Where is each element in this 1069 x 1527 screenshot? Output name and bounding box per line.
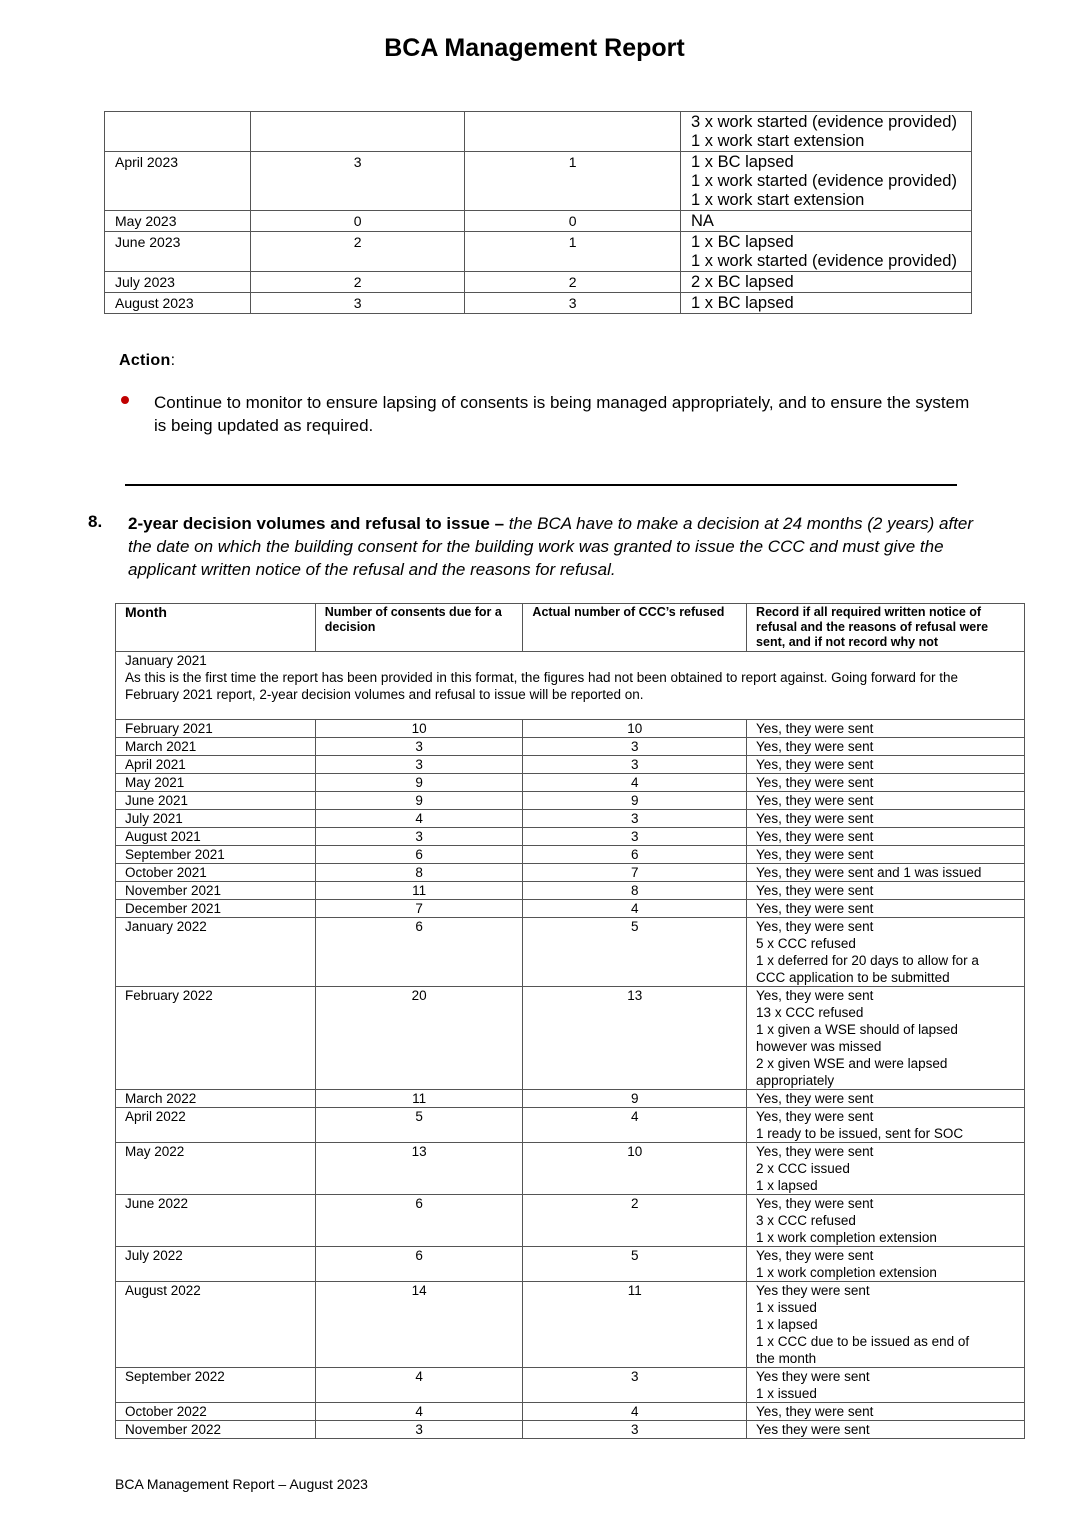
count-cell: 2 bbox=[465, 272, 681, 293]
table-row bbox=[116, 792, 1025, 810]
refused-cell: 4 bbox=[523, 900, 747, 918]
record-cell bbox=[747, 882, 1025, 900]
record-cell bbox=[747, 828, 1025, 846]
section-divider bbox=[125, 484, 957, 486]
month-cell: September 2022 bbox=[116, 1368, 316, 1403]
record-line: Yes, they were sent bbox=[756, 847, 874, 862]
table-row bbox=[116, 738, 1025, 756]
page-title: BCA Management Report bbox=[384, 34, 685, 62]
due-cell: 3 bbox=[315, 738, 523, 756]
table-row bbox=[116, 1090, 1025, 1108]
month-cell: March 2021 bbox=[116, 738, 316, 756]
record-line: 2 x CCC issued bbox=[756, 1161, 850, 1176]
due-cell: 6 bbox=[315, 846, 523, 864]
note-line: 1 x BC lapsed bbox=[690, 233, 794, 251]
month-cell: June 2023 bbox=[105, 232, 251, 272]
record-line: Yes, they were sent bbox=[756, 1196, 874, 1211]
record-line: Yes they were sent bbox=[756, 1283, 870, 1298]
refused-cell: 3 bbox=[523, 810, 747, 828]
table-row bbox=[116, 1368, 1025, 1403]
table-row bbox=[105, 112, 972, 152]
due-cell: 6 bbox=[315, 1195, 523, 1247]
count-cell: 3 bbox=[250, 293, 465, 314]
refused-cell: 3 bbox=[523, 828, 747, 846]
table-row bbox=[116, 756, 1025, 774]
note-text: As this is the first time the report has been provided in this format, the figures had not been obtained to report against. Going forward for the February 2021 report, 2-year decision volumes and refusal to issue will be reported on. bbox=[125, 670, 958, 702]
record-cell bbox=[747, 720, 1025, 738]
record-line: 1 x lapsed bbox=[756, 1317, 818, 1332]
notes-cell bbox=[680, 152, 971, 211]
record-line: 1 x given a WSE should of lapsed bbox=[756, 1022, 958, 1037]
record-cell bbox=[747, 987, 1025, 1090]
section-number: 8. bbox=[88, 512, 103, 531]
record-line: Yes, they were sent bbox=[756, 1109, 874, 1124]
count-cell: 1 bbox=[465, 152, 681, 211]
refused-cell: 7 bbox=[523, 864, 747, 882]
note-line: 1 x BC lapsed bbox=[690, 294, 794, 312]
table-row bbox=[116, 652, 1025, 720]
month-cell: October 2022 bbox=[116, 1403, 316, 1421]
month-cell: February 2022 bbox=[116, 987, 316, 1090]
record-cell bbox=[747, 756, 1025, 774]
month-cell: July 2021 bbox=[116, 810, 316, 828]
note-line: 2 x BC lapsed bbox=[690, 273, 794, 291]
refused-cell: 4 bbox=[523, 774, 747, 792]
record-line: Yes, they were sent bbox=[756, 793, 874, 808]
record-cell bbox=[747, 1247, 1025, 1282]
record-cell bbox=[747, 900, 1025, 918]
due-cell: 7 bbox=[315, 900, 523, 918]
notes-cell bbox=[680, 232, 971, 272]
refused-cell: 3 bbox=[523, 756, 747, 774]
refused-cell: 6 bbox=[523, 846, 747, 864]
table-row bbox=[105, 211, 972, 232]
due-cell: 9 bbox=[315, 792, 523, 810]
refused-cell: 3 bbox=[523, 1368, 747, 1403]
table-row bbox=[116, 900, 1025, 918]
due-cell: 4 bbox=[315, 1368, 523, 1403]
table-row bbox=[116, 1143, 1025, 1195]
due-cell: 3 bbox=[315, 828, 523, 846]
note-line: 1 x work start extension bbox=[690, 132, 865, 150]
count-cell: 1 bbox=[465, 232, 681, 272]
table-row bbox=[116, 828, 1025, 846]
record-line: Yes, they were sent bbox=[756, 988, 874, 1003]
record-cell bbox=[747, 846, 1025, 864]
table-row bbox=[105, 293, 972, 314]
month-cell: August 2023 bbox=[105, 293, 251, 314]
table-row bbox=[116, 882, 1025, 900]
count-cell: 2 bbox=[250, 272, 465, 293]
record-line: Yes, they were sent bbox=[756, 739, 874, 754]
table-row bbox=[116, 1247, 1025, 1282]
refused-cell: 4 bbox=[523, 1108, 747, 1143]
table-row bbox=[116, 864, 1025, 882]
count-cell: 3 bbox=[465, 293, 681, 314]
record-line: Yes, they were sent bbox=[756, 811, 874, 826]
due-cell: 14 bbox=[315, 1282, 523, 1368]
record-line: 1 x issued bbox=[756, 1386, 817, 1401]
due-cell: 6 bbox=[315, 918, 523, 987]
due-cell: 11 bbox=[315, 1090, 523, 1108]
month-cell: April 2022 bbox=[116, 1108, 316, 1143]
table-row bbox=[116, 918, 1025, 987]
record-line: 1 x work completion extension bbox=[756, 1230, 937, 1245]
count-cell: 3 bbox=[250, 152, 465, 211]
record-cell bbox=[747, 1368, 1025, 1403]
table-row bbox=[116, 1403, 1025, 1421]
due-cell: 10 bbox=[315, 720, 523, 738]
month-cell: April 2023 bbox=[105, 152, 251, 211]
refused-cell: 5 bbox=[523, 918, 747, 987]
note-cell bbox=[116, 652, 1025, 720]
table-row bbox=[116, 846, 1025, 864]
record-line: 1 x work completion extension bbox=[756, 1265, 937, 1280]
record-line: CCC application to be submitted bbox=[756, 970, 950, 985]
count-cell bbox=[465, 112, 681, 152]
month-cell: November 2022 bbox=[116, 1421, 316, 1439]
bullet-icon bbox=[121, 396, 129, 404]
month-cell: March 2022 bbox=[116, 1090, 316, 1108]
record-cell bbox=[747, 1195, 1025, 1247]
table-row bbox=[116, 987, 1025, 1090]
table-row bbox=[116, 774, 1025, 792]
month-cell: August 2021 bbox=[116, 828, 316, 846]
header-refused: Actual number of CCC’s refused bbox=[523, 604, 747, 652]
note-line: 1 x BC lapsed bbox=[690, 153, 794, 171]
decision-volumes-table bbox=[115, 603, 1025, 1439]
month-cell: October 2021 bbox=[116, 864, 316, 882]
record-line: 1 x issued bbox=[756, 1300, 817, 1315]
note-line: 1 x work started (evidence provided) bbox=[690, 172, 957, 190]
month-cell: June 2022 bbox=[116, 1195, 316, 1247]
month-cell: December 2021 bbox=[116, 900, 316, 918]
refused-cell: 3 bbox=[523, 1421, 747, 1439]
note-line: 3 x work started (evidence provided) bbox=[690, 113, 957, 131]
record-line: Yes, they were sent bbox=[756, 1248, 874, 1263]
month-cell: February 2021 bbox=[116, 720, 316, 738]
refused-cell: 11 bbox=[523, 1282, 747, 1368]
note-line: NA bbox=[690, 212, 714, 230]
section-heading: 2-year decision volumes and refusal to issue – the BCA have to make a decision at 24 months (2 years) after the date on which the building consent for the building work was granted to issue the CCC and must give the applicant written notice of the refusal and the reasons for refusal. bbox=[128, 514, 974, 579]
notes-cell bbox=[680, 272, 971, 293]
record-line: Yes, they were sent bbox=[756, 1091, 874, 1106]
table-row bbox=[105, 152, 972, 211]
record-cell bbox=[747, 1421, 1025, 1439]
record-line: Yes, they were sent bbox=[756, 829, 874, 844]
count-cell: 0 bbox=[465, 211, 681, 232]
due-cell: 3 bbox=[315, 1421, 523, 1439]
record-cell bbox=[747, 792, 1025, 810]
header-month: Month bbox=[116, 604, 316, 652]
record-line: Yes, they were sent bbox=[756, 775, 874, 790]
refused-cell: 9 bbox=[523, 792, 747, 810]
table-row bbox=[116, 1421, 1025, 1439]
refused-cell: 2 bbox=[523, 1195, 747, 1247]
record-line: Yes, they were sent bbox=[756, 757, 874, 772]
refused-cell: 3 bbox=[523, 738, 747, 756]
table-row bbox=[116, 1195, 1025, 1247]
record-line: 1 x lapsed bbox=[756, 1178, 818, 1193]
note-line: 1 x work start extension bbox=[690, 191, 865, 209]
table-row bbox=[116, 1282, 1025, 1368]
record-line: 2 x given WSE and were lapsed bbox=[756, 1056, 948, 1071]
table-row bbox=[116, 720, 1025, 738]
record-line: Yes, they were sent bbox=[756, 1404, 874, 1419]
table-row bbox=[116, 810, 1025, 828]
due-cell: 20 bbox=[315, 987, 523, 1090]
refused-cell: 10 bbox=[523, 1143, 747, 1195]
record-line: Yes they were sent bbox=[756, 1422, 870, 1437]
record-line: Yes, they were sent bbox=[756, 1144, 874, 1159]
month-cell: May 2023 bbox=[105, 211, 251, 232]
record-line: the month bbox=[756, 1351, 817, 1366]
month-cell: January 2022 bbox=[116, 918, 316, 987]
table-row bbox=[116, 1108, 1025, 1143]
due-cell: 5 bbox=[315, 1108, 523, 1143]
month-cell: May 2021 bbox=[116, 774, 316, 792]
notes-cell bbox=[680, 112, 971, 152]
action-label: Action: bbox=[119, 352, 176, 369]
month-cell: November 2021 bbox=[116, 882, 316, 900]
record-line: 1 x CCC due to be issued as end of bbox=[756, 1334, 970, 1349]
table-row bbox=[105, 272, 972, 293]
refused-cell: 9 bbox=[523, 1090, 747, 1108]
record-line: 3 x CCC refused bbox=[756, 1213, 856, 1228]
count-cell bbox=[250, 112, 465, 152]
due-cell: 4 bbox=[315, 810, 523, 828]
record-cell bbox=[747, 1090, 1025, 1108]
record-cell bbox=[747, 864, 1025, 882]
page-footer: BCA Management Report – August 2023 bbox=[115, 1476, 368, 1492]
due-cell: 9 bbox=[315, 774, 523, 792]
lapsed-consents-table bbox=[104, 111, 972, 314]
record-cell bbox=[747, 918, 1025, 987]
record-line: however was missed bbox=[756, 1039, 882, 1054]
refused-cell: 4 bbox=[523, 1403, 747, 1421]
refused-cell: 13 bbox=[523, 987, 747, 1090]
record-cell bbox=[747, 1143, 1025, 1195]
month-cell: September 2021 bbox=[116, 846, 316, 864]
header-record: Record if all required written notice of refusal and the reasons of refusal were sent, and if not record why not bbox=[747, 604, 1025, 652]
refused-cell: 8 bbox=[523, 882, 747, 900]
record-cell bbox=[747, 810, 1025, 828]
record-line: Yes, they were sent bbox=[756, 919, 874, 934]
record-line: 5 x CCC refused bbox=[756, 936, 856, 951]
due-cell: 11 bbox=[315, 882, 523, 900]
month-cell: July 2022 bbox=[116, 1247, 316, 1282]
record-line: appropriately bbox=[756, 1073, 835, 1088]
notes-cell bbox=[680, 293, 971, 314]
month-cell bbox=[105, 112, 251, 152]
note-month: January 2021 bbox=[125, 653, 207, 668]
month-cell: August 2022 bbox=[116, 1282, 316, 1368]
due-cell: 3 bbox=[315, 756, 523, 774]
count-cell: 0 bbox=[250, 211, 465, 232]
record-line: Yes they were sent bbox=[756, 1369, 870, 1384]
month-cell: April 2021 bbox=[116, 756, 316, 774]
record-cell bbox=[747, 1282, 1025, 1368]
notes-cell bbox=[680, 211, 971, 232]
record-line: Yes, they were sent and 1 was issued bbox=[756, 865, 982, 880]
due-cell: 13 bbox=[315, 1143, 523, 1195]
record-line: Yes, they were sent bbox=[756, 883, 874, 898]
record-line: Yes, they were sent bbox=[756, 721, 874, 736]
month-cell: July 2023 bbox=[105, 272, 251, 293]
month-cell: June 2021 bbox=[116, 792, 316, 810]
record-cell bbox=[747, 1108, 1025, 1143]
table-row bbox=[105, 232, 972, 272]
record-line: 1 x deferred for 20 days to allow for a bbox=[756, 953, 979, 968]
count-cell: 2 bbox=[250, 232, 465, 272]
record-cell bbox=[747, 1403, 1025, 1421]
due-cell: 8 bbox=[315, 864, 523, 882]
record-line: 13 x CCC refused bbox=[756, 1005, 864, 1020]
refused-cell: 5 bbox=[523, 1247, 747, 1282]
header-due: Number of consents due for a decision bbox=[315, 604, 523, 652]
action-bullet-text: Continue to monitor to ensure lapsing of consents is being managed appropriately, and to ensure the system is being updated as required. bbox=[154, 393, 970, 435]
record-cell bbox=[747, 738, 1025, 756]
record-line: 1 ready to be issued, sent for SOC bbox=[756, 1126, 964, 1141]
month-cell: May 2022 bbox=[116, 1143, 316, 1195]
due-cell: 6 bbox=[315, 1247, 523, 1282]
note-line: 1 x work started (evidence provided) bbox=[690, 252, 957, 270]
due-cell: 4 bbox=[315, 1403, 523, 1421]
record-line: Yes, they were sent bbox=[756, 901, 874, 916]
refused-cell: 10 bbox=[523, 720, 747, 738]
record-cell bbox=[747, 774, 1025, 792]
